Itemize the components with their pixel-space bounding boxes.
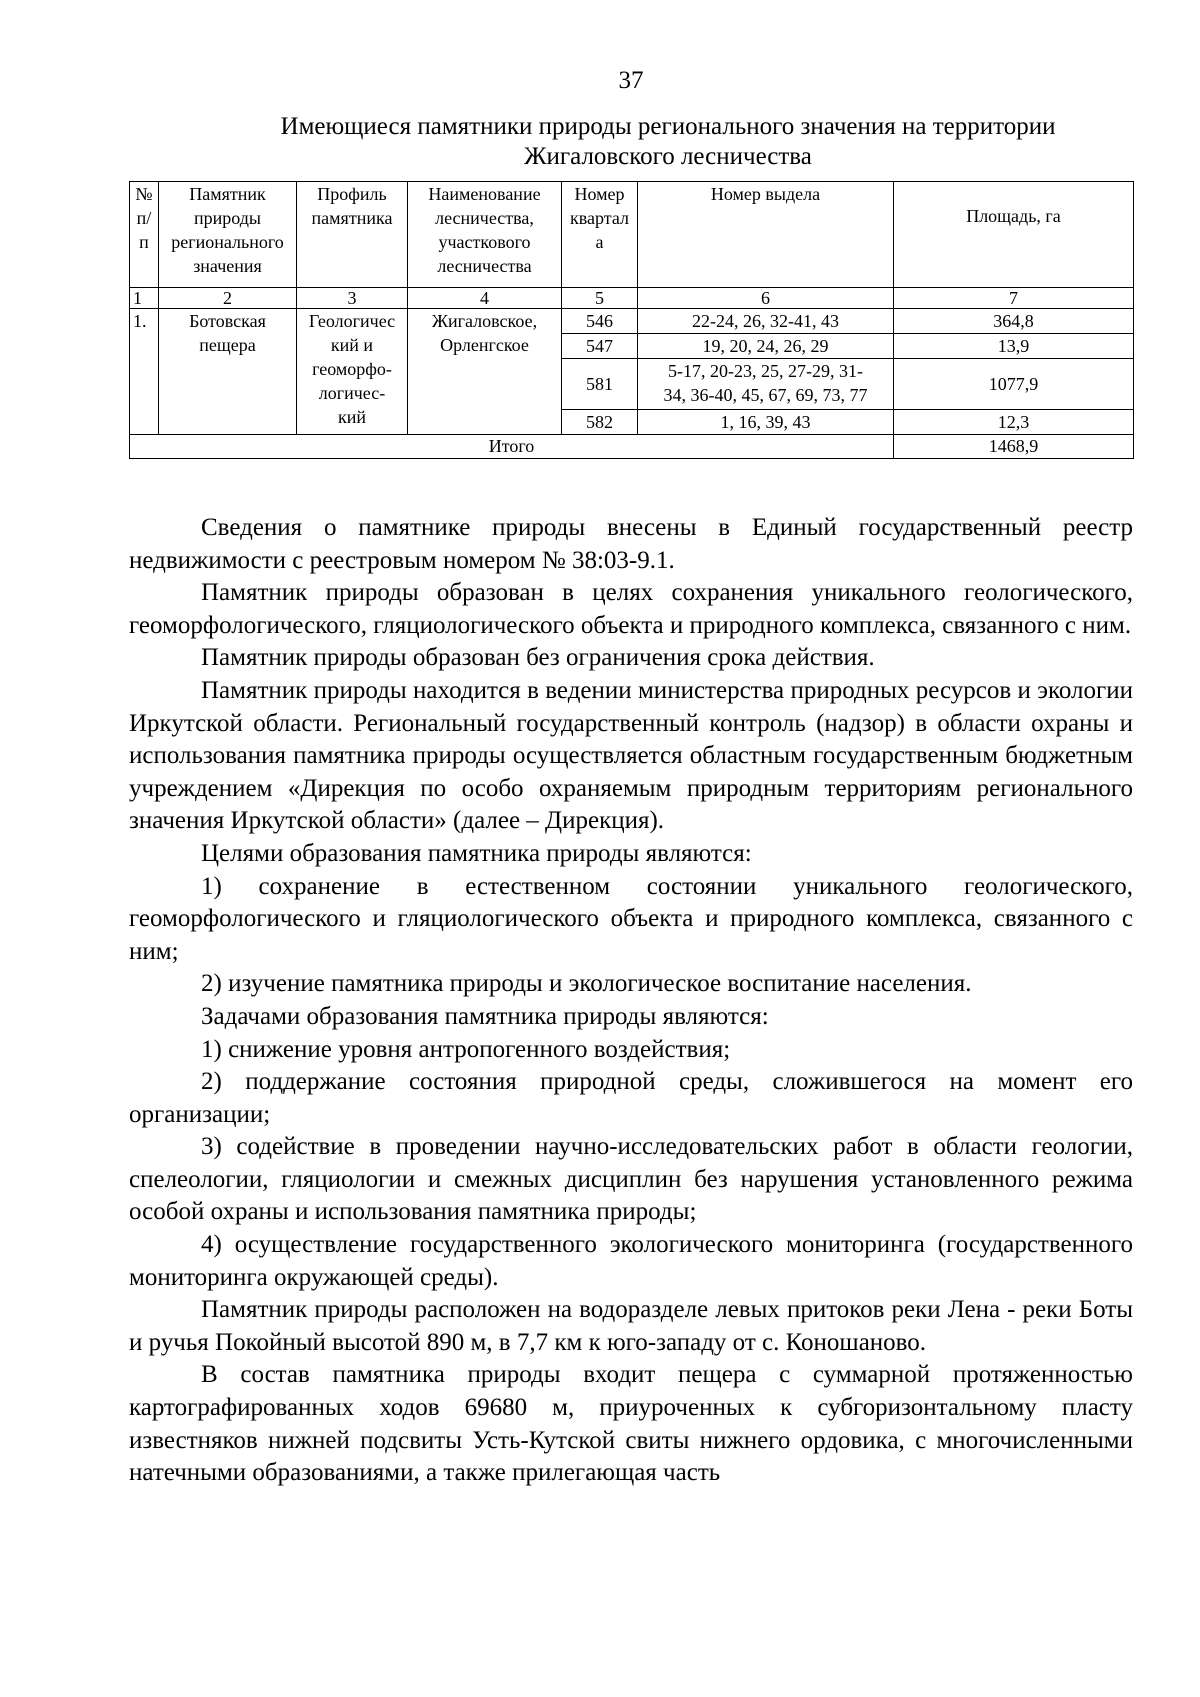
paragraph: Памятник природы находится в ведении министерства природных ресурсов и экологии Иркутской области. Региональный государственный контроль (надзор) в области охраны и использования памятника природы осуществляется областным государственным бюджетным учреждением «Дирекция по особо охраняемым природным территориям регионального значения Иркутской области» (далее – Дирекция). (129, 676, 1133, 835)
table-index-row (130, 288, 1134, 309)
total-label: Итого (130, 435, 894, 459)
table-title: Имеющиеся памятники природы регионального значения на территории Жигаловского лесничества (280, 113, 1056, 170)
header-plots: Номер выдела (638, 182, 894, 288)
paragraph: Задачами образования памятника природы являются: (201, 1002, 769, 1030)
paragraph: 3) содействие в проведении научно-исследовательских работ в области геологии, спелеологии, гляциологии и смежных дисциплин без нарушения установленного режима особой охраны и использования памятника природы; (129, 1133, 1133, 1226)
paragraph: 1) снижение уровня антропогенного воздействия; (201, 1035, 731, 1063)
header-forestry: Наименование лесничества, участкового лесничества (408, 182, 562, 288)
index-cell: 1 (130, 288, 159, 309)
header-profile: Профиль памятника (297, 182, 408, 288)
paragraph: 2) изучение памятника природы и экологическое воспитание населения. (201, 970, 972, 998)
index-cell: 5 (562, 288, 638, 309)
paragraph: Сведения о памятнике природы внесены в Единый государственный реестр недвижимости с реестровым номером № 38:03-9.1. (129, 514, 1133, 574)
row-num: 1. (130, 309, 159, 435)
page-number: 37 (618, 67, 644, 94)
row-forestry: Жигаловское, Орленгское (408, 309, 562, 435)
index-cell: 4 (408, 288, 562, 309)
paragraph: В состав памятника природы входит пещера с суммарной протяженностью картографированных ходов 69680 м, приуроченных к субгоризонтальному пласту известняков нижней подсвиты Усть-Кутской свиты нижнего ордовика, с многочисленными натечными образованиями, а также прилегающая часть (129, 1361, 1133, 1487)
row-profile: Геологичес кий и геоморфо- логичес- кий (297, 309, 408, 435)
plots-cell: 1, 16, 39, 43 (638, 410, 894, 435)
header-area: Площадь, га (894, 182, 1134, 288)
area-cell: 1077,9 (894, 359, 1134, 410)
plots-cell: 19, 20, 24, 26, 29 (638, 334, 894, 359)
monuments-table (129, 181, 1134, 459)
paragraph: Памятник природы образован без ограничения срока действия. (201, 644, 875, 672)
row-monument: Ботовская пещера (159, 309, 297, 435)
table-total-row (130, 435, 1134, 459)
paragraph: 2) поддержание состояния природной среды, сложившегося на момент его организации; (129, 1068, 1133, 1128)
table-row (130, 309, 1134, 334)
area-cell: 13,9 (894, 334, 1134, 359)
paragraph: Памятник природы расположен на водоразделе левых притоков реки Лена - реки Боты и ручья Покойный высотой 890 м, в 7,7 км к юго-западу от с. Коношаново. (129, 1296, 1133, 1356)
area-cell: 12,3 (894, 410, 1134, 435)
paragraph: 4) осуществление государственного экологического мониторинга (государственного мониторинга окружающей среды). (129, 1231, 1133, 1291)
header-quarter: Номер квартал а (562, 182, 638, 288)
header-num: № п/ п (130, 182, 159, 288)
body-text (129, 512, 1133, 1490)
paragraph: Памятник природы образован в целях сохранения уникального геологического, геоморфологического, гляциологического объекта и природного комплекса, связанного с ним. (129, 579, 1133, 639)
total-value: 1468,9 (894, 435, 1134, 459)
quarter-cell: 546 (562, 309, 638, 334)
header-monument: Памятник природы регионального значения (159, 182, 297, 288)
plots-cell: 22-24, 26, 32-41, 43 (638, 309, 894, 334)
quarter-cell: 547 (562, 334, 638, 359)
index-cell: 3 (297, 288, 408, 309)
paragraph: Целями образования памятника природы являются: (201, 839, 752, 867)
index-cell: 7 (894, 288, 1134, 309)
index-cell: 2 (159, 288, 297, 309)
table-header-row (130, 182, 1134, 288)
paragraph: 1) сохранение в естественном состоянии уникального геологического, геоморфологического и гляциологического объекта и природного комплекса, связанного с ним; (129, 872, 1133, 965)
quarter-cell: 581 (562, 359, 638, 410)
area-cell: 364,8 (894, 309, 1134, 334)
index-cell: 6 (638, 288, 894, 309)
quarter-cell: 582 (562, 410, 638, 435)
plots-cell: 5-17, 20-23, 25, 27-29, 31- 34, 36-40, 45, 67, 69, 73, 77 (638, 359, 894, 410)
